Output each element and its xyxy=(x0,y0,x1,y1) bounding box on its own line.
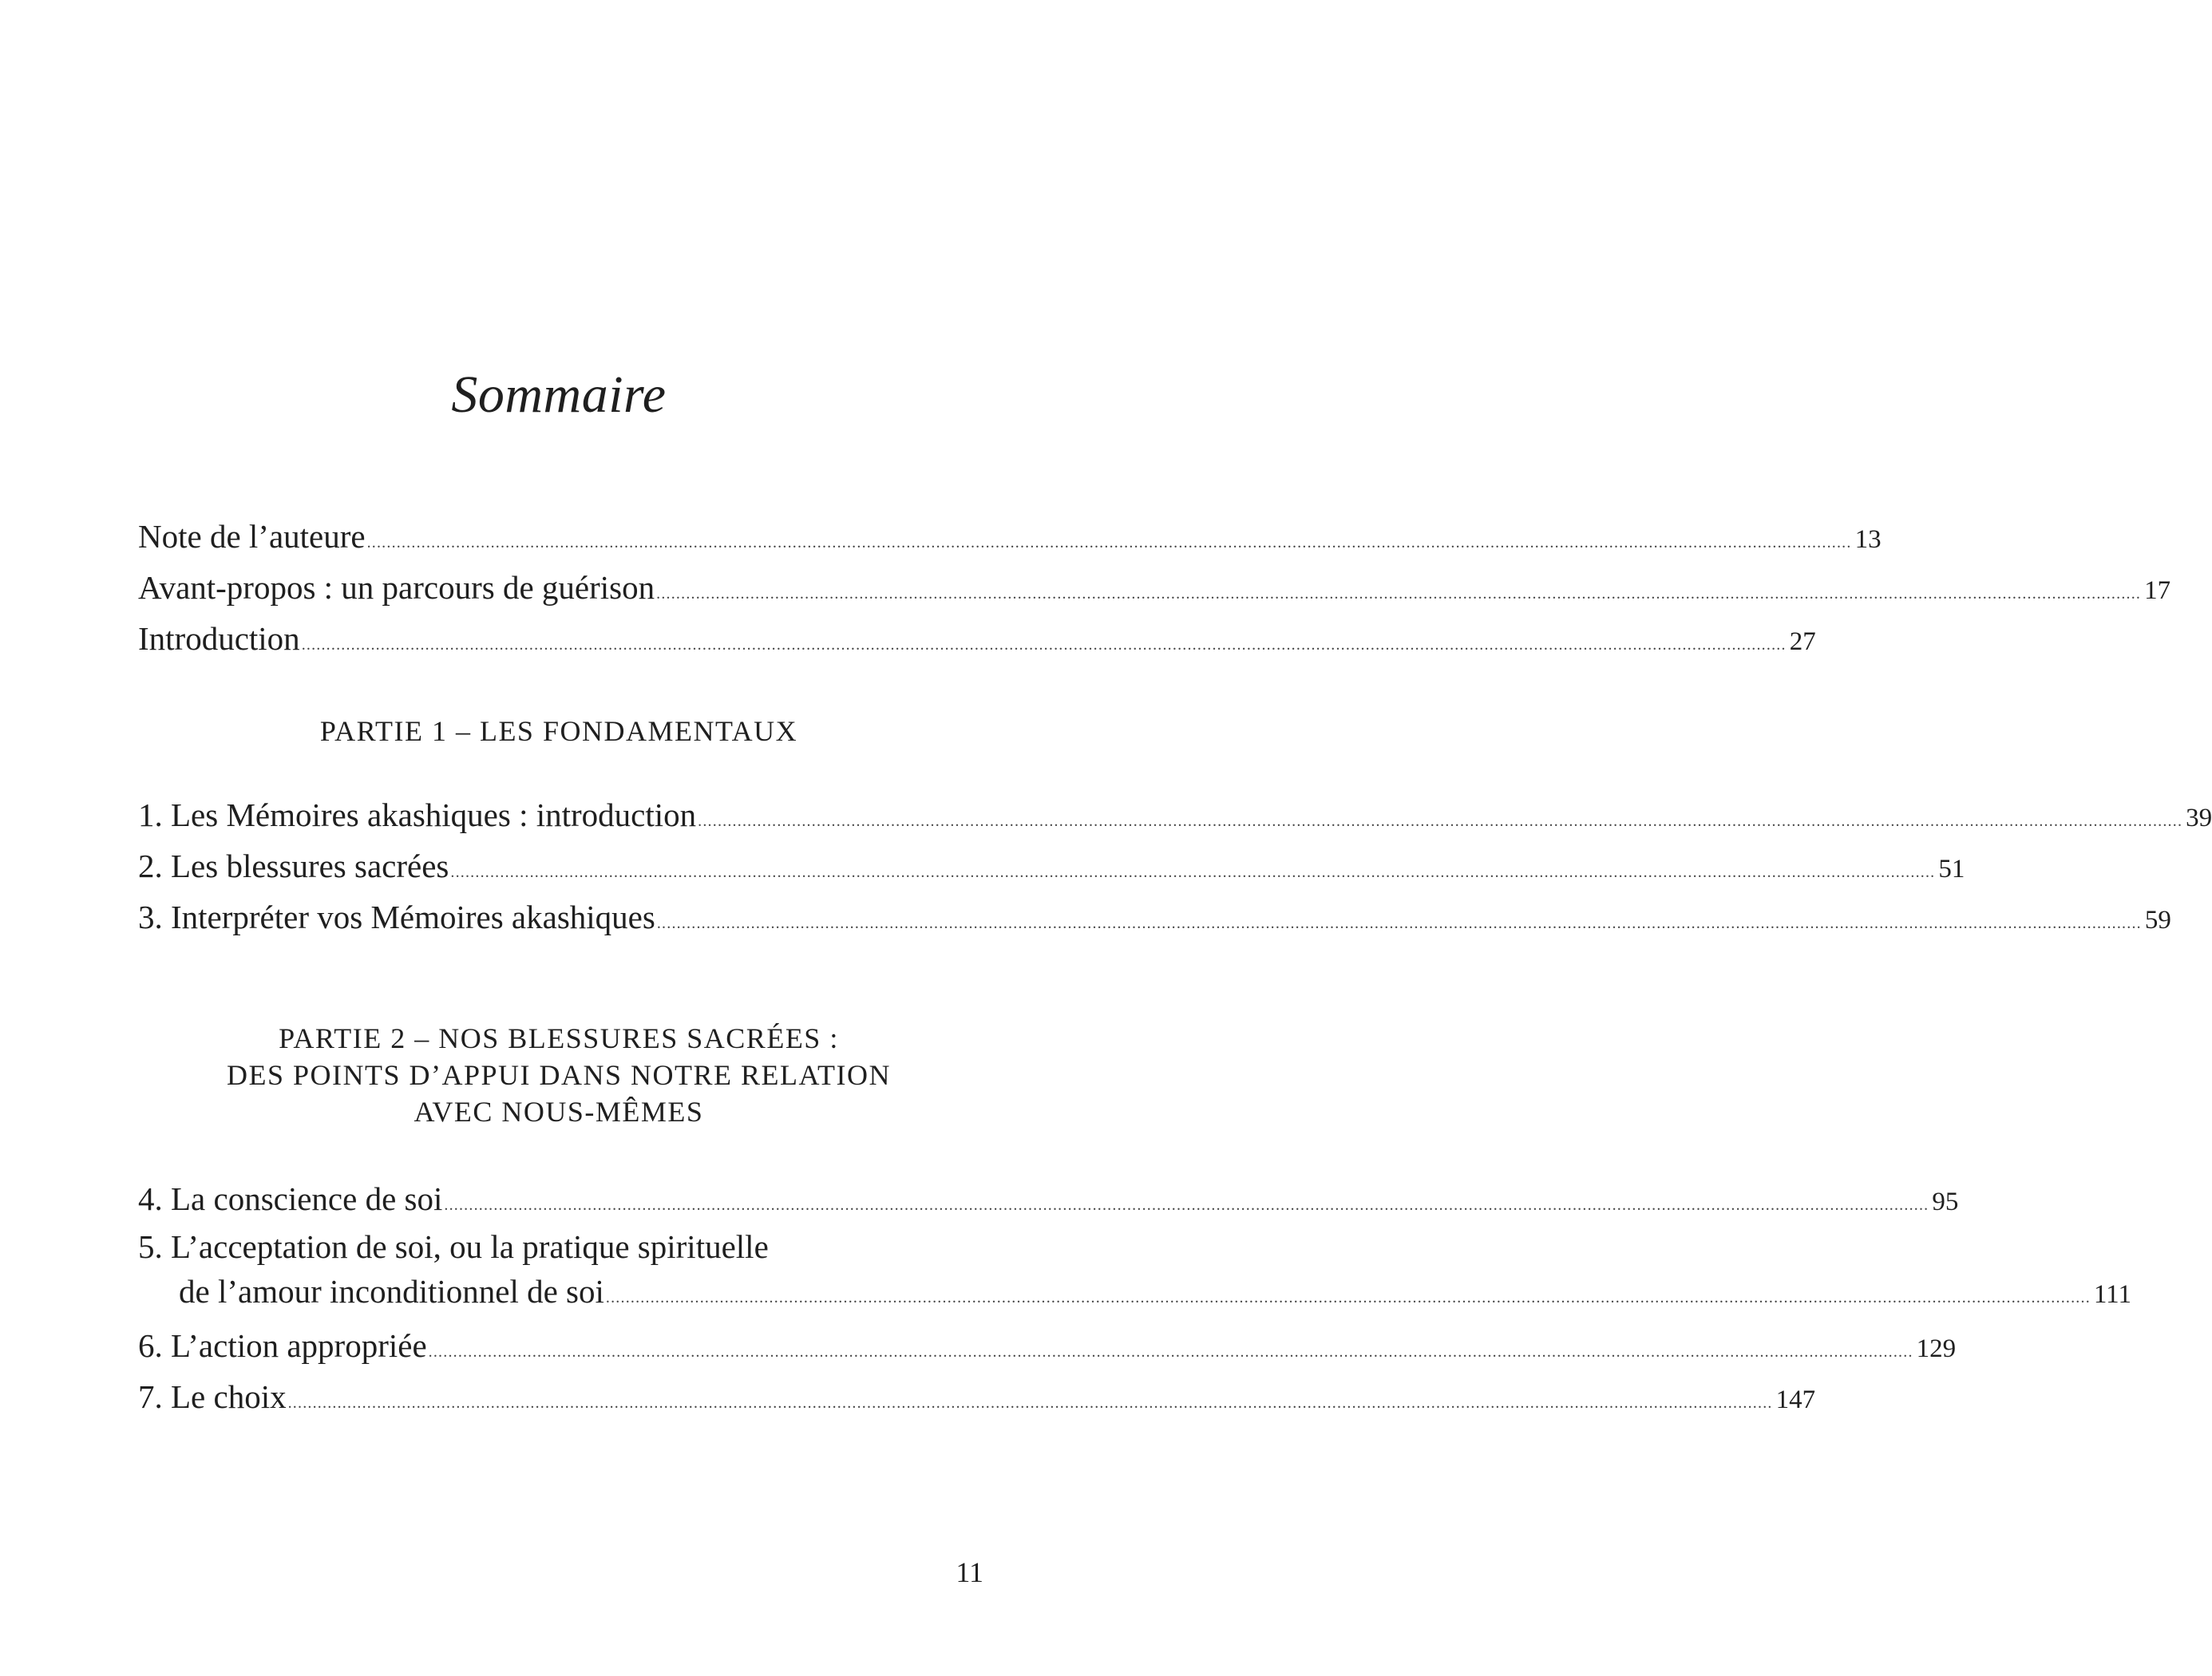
dot-leader: ............................................................................................................................................................................................................................................................................................................ xyxy=(605,1289,2091,1306)
toc-entry xyxy=(138,1371,1816,1422)
dot-leader: ............................................................................................................................................................................................................................................................................................................ xyxy=(428,1343,1913,1361)
dot-leader: ............................................................................................................................................................................................................................................................................................................ xyxy=(444,1196,1929,1214)
toc-entry-page: 147 xyxy=(1775,1385,1816,1414)
dot-leader: ............................................................................................................................................................................................................................................................................................................ xyxy=(366,534,1852,551)
dot-leader: ............................................................................................................................................................................................................................................................................................................ xyxy=(287,1394,1773,1412)
toc-entry-label: 2. Les blessures sacrées xyxy=(138,848,449,884)
dot-leader: ............................................................................................................................................................................................................................................................................................................ xyxy=(450,864,1936,881)
toc-part-2 xyxy=(138,1173,2131,1422)
toc-entry xyxy=(138,891,2171,943)
toc-entry xyxy=(138,562,2171,613)
part-2-heading-line: PARTIE 2 – NOS BLESSURES SACRÉES : xyxy=(279,1022,839,1054)
part-2-heading-line: AVEC NOUS-MÊMES xyxy=(414,1096,704,1128)
part-1-heading: PARTIE 1 – LES FONDAMENTAUX xyxy=(319,715,798,747)
dot-leader: ............................................................................................................................................................................................................................................................................................................ xyxy=(301,636,1787,654)
toc-entry-page: 95 xyxy=(1932,1188,1959,1216)
dot-leader: ............................................................................................................................................................................................................................................................................................................ xyxy=(698,812,2183,830)
toc-entry-label: Note de l’auteure xyxy=(138,518,366,555)
page-number: 11 xyxy=(956,1556,983,1588)
page-title: Sommaire xyxy=(451,366,667,424)
dot-leader: ............................................................................................................................................................................................................................................................................................................ xyxy=(656,585,2142,603)
toc-entry-label: 7. Le choix xyxy=(138,1378,287,1415)
toc-entry-label: 3. Interpréter vos Mémoires akashiques xyxy=(138,899,655,935)
toc-front-matter xyxy=(138,511,2171,664)
part-2-heading-line: DES POINTS D’APPUI DANS NOTRE RELATION xyxy=(226,1059,892,1091)
toc-entry-page: 129 xyxy=(1916,1334,1957,1363)
toc-entry xyxy=(138,511,1882,562)
toc-entry-label: 4. La conscience de soi xyxy=(138,1180,443,1217)
part-2-heading xyxy=(0,1020,1118,1130)
toc-entry xyxy=(138,789,2212,840)
toc-entry-page: 111 xyxy=(2093,1280,2131,1309)
toc-entry-page: 13 xyxy=(1854,525,1882,554)
toc-part-1 xyxy=(138,789,2212,943)
toc-entry-page: 27 xyxy=(1789,627,1816,656)
dot-leader: ............................................................................................................................................................................................................................................................................................................ xyxy=(656,915,2142,932)
toc-entry-label: Introduction xyxy=(138,620,300,657)
toc-entry xyxy=(138,1173,1959,1224)
toc-entry xyxy=(138,840,1965,891)
toc-entry xyxy=(138,1320,1957,1371)
toc-entry-label: 5. L’acceptation de soi, ou la pratique spirituelle xyxy=(138,1228,769,1265)
toc-entry-label: 1. Les Mémoires akashiques : introduction xyxy=(138,796,697,833)
toc-entry-page: 39 xyxy=(2186,804,2212,832)
toc-entry-label: Avant-propos : un parcours de guérison xyxy=(138,569,655,606)
toc-entry-page: 59 xyxy=(2144,906,2171,935)
toc-entry-label-continued: de l’amour inconditionnel de soi xyxy=(179,1273,604,1310)
toc-entry xyxy=(138,1224,2131,1320)
toc-entry-page: 17 xyxy=(2144,576,2171,605)
toc-entry-label: 6. L’action appropriée xyxy=(138,1327,427,1364)
toc-entry-page: 51 xyxy=(1938,855,1965,883)
toc-entry-continuation xyxy=(138,1269,2131,1320)
toc-entry xyxy=(138,613,1816,664)
